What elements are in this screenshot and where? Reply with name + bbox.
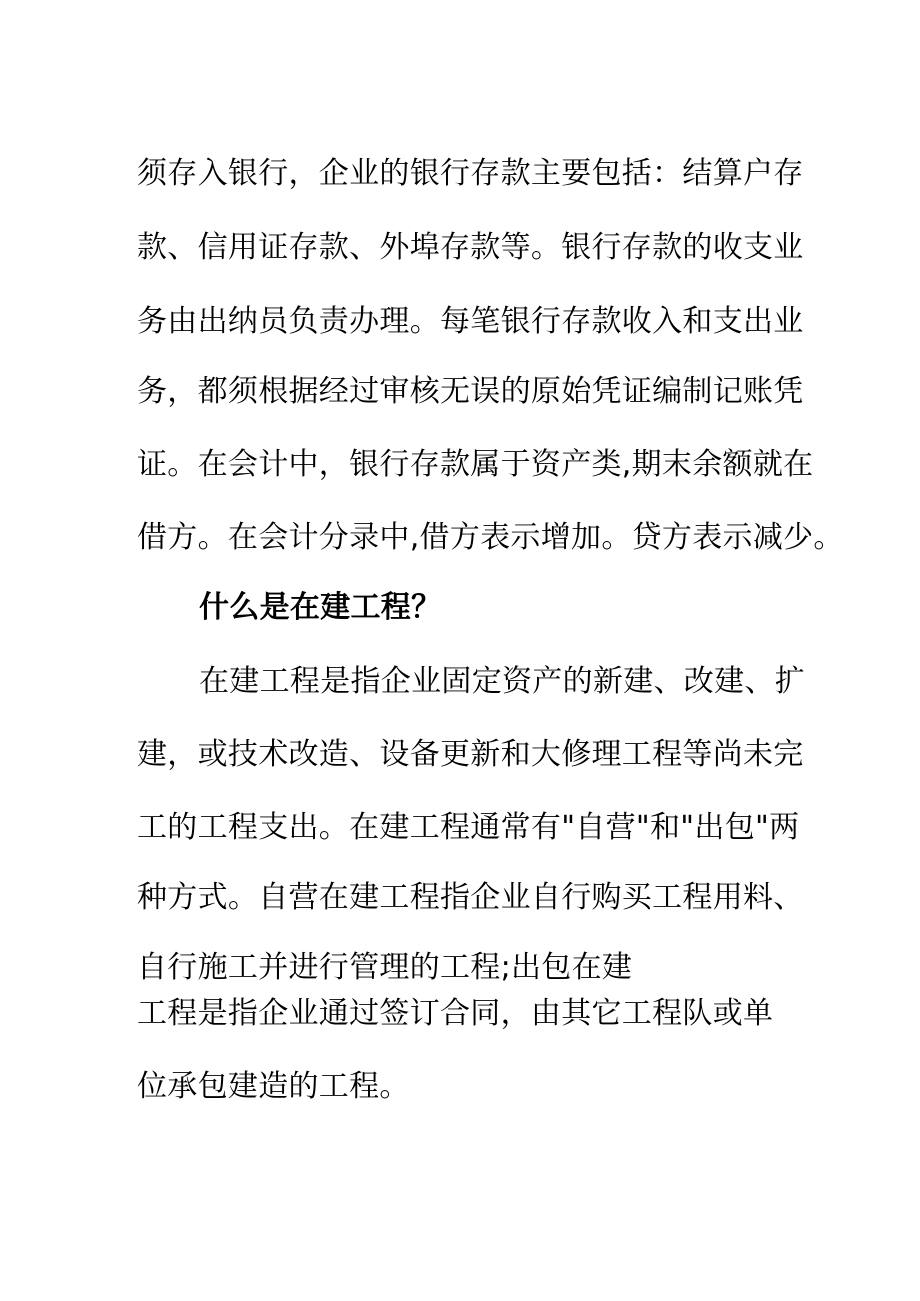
text-line: 工的工程支出。在建工程通常有"自营"和"出包"两 (137, 810, 800, 845)
text-line: 务，都须根据经过审核无误的原始凭证编制记账凭 (137, 374, 804, 409)
text-line: 位承包建造的工程。 (137, 1069, 410, 1104)
text-line: 种方式。自营在建工程指企业自行购买工程用料、 (137, 880, 804, 915)
text-line: 证。在会计中，银行存款属于资产类,期末余额就在 (137, 447, 814, 482)
text-line: 务由出纳员负责办理。每笔银行存款收入和支出业 (137, 304, 804, 339)
text-line: 建，或技术改造、设备更新和大修理工程等尚未完 (137, 737, 804, 772)
text-line: 在建工程是指企业固定资产的新建、改建、扩 (199, 664, 805, 699)
section-heading: 什么是在建工程？ (199, 590, 442, 625)
text-line: 工程是指企业通过签订合同，由其它工程队或单 (137, 996, 774, 1031)
text-line: 款、信用证存款、外埠存款等。银行存款的收支业 (137, 230, 804, 265)
text-line: 借方。在会计分录中,借方表示增加。贷方表示减少。 (137, 520, 844, 555)
text-line: 自行施工并进行管理的工程;出包在建 (137, 950, 633, 985)
text-line: 须存入银行，企业的银行存款主要包括：结算户存 (137, 156, 804, 191)
